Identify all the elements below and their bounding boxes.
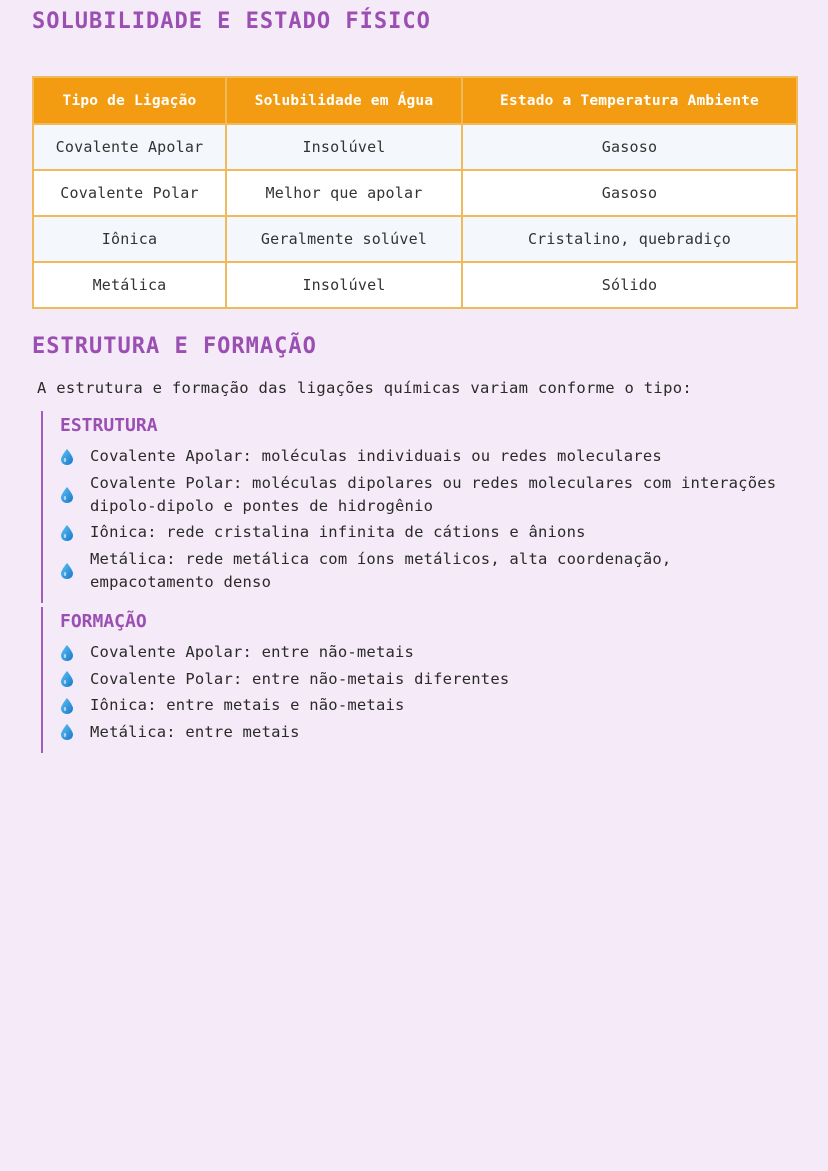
table-cell: Melhor que apolar xyxy=(226,170,462,216)
page-title: SOLUBILIDADE E ESTADO FÍSICO xyxy=(32,9,431,34)
table-row xyxy=(33,124,797,170)
table-cell: Gasoso xyxy=(462,170,797,216)
droplet-icon xyxy=(60,449,74,465)
droplet-icon xyxy=(60,724,74,740)
droplet-icon xyxy=(60,563,74,579)
list-item-text: Covalente Polar: entre não-metais diferentes xyxy=(90,669,510,688)
table-cell: Iônica xyxy=(33,216,226,262)
list-item-text: Covalente Apolar: entre não-metais xyxy=(90,643,415,661)
table-row xyxy=(33,262,797,308)
list-item xyxy=(60,521,796,544)
list-item xyxy=(60,641,796,664)
list-item xyxy=(60,721,796,744)
column-header-solubility: Solubilidade em Água xyxy=(226,77,462,124)
column-header-state: Estado a Temperatura Ambiente xyxy=(462,77,797,124)
droplet-icon xyxy=(60,487,74,503)
column-header-bond-type: Tipo de Ligação xyxy=(33,77,226,124)
list-item-text: Covalente Polar: moléculas dipolares ou redes moleculares com interações dipolo-dipolo e pontes de hidrogênio xyxy=(90,473,777,515)
table-header-row xyxy=(33,77,797,124)
table-row xyxy=(33,216,797,262)
table-cell: Sólido xyxy=(462,262,797,308)
table-cell: Geralmente solúvel xyxy=(226,216,462,262)
solubility-table xyxy=(32,76,798,309)
list-item xyxy=(60,445,796,468)
droplet-icon xyxy=(60,671,74,687)
table-cell: Covalente Apolar xyxy=(33,124,226,170)
estrutura-list xyxy=(60,445,796,594)
droplet-icon xyxy=(60,698,74,714)
page-content xyxy=(32,0,796,753)
list-item xyxy=(60,668,796,691)
list-item-text: Metálica: entre metais xyxy=(90,722,300,741)
list-item-text: Covalente Apolar: moléculas individuais ou redes moleculares xyxy=(90,447,662,465)
list-item xyxy=(60,694,796,717)
intro-paragraph: A estrutura e formação das ligações químicas variam conforme o tipo: xyxy=(37,379,692,397)
table-cell: Cristalino, quebradiço xyxy=(462,216,797,262)
table-cell: Gasoso xyxy=(462,124,797,170)
list-item-text: Iônica: entre metais e não-metais xyxy=(90,696,405,714)
formacao-list xyxy=(60,641,796,744)
formacao-block xyxy=(41,607,796,753)
list-item-text: Iônica: rede cristalina infinita de cátions e ânions xyxy=(90,523,586,541)
table-row xyxy=(33,170,797,216)
table-cell: Insolúvel xyxy=(226,124,462,170)
estrutura-block xyxy=(41,411,796,603)
list-item xyxy=(60,472,796,518)
list-item-text: Metálica: rede metálica com íons metálicos, alta coordenação, empacotamento denso xyxy=(90,549,672,591)
formacao-heading: FORMAÇÃO xyxy=(60,611,147,632)
droplet-icon xyxy=(60,525,74,541)
table-cell: Metálica xyxy=(33,262,226,308)
estrutura-heading: ESTRUTURA xyxy=(60,415,158,436)
section-heading-structure-formation: ESTRUTURA E FORMAÇÃO xyxy=(32,334,317,359)
droplet-icon xyxy=(60,645,74,661)
table-cell: Insolúvel xyxy=(226,262,462,308)
table-cell: Covalente Polar xyxy=(33,170,226,216)
list-item xyxy=(60,548,796,594)
